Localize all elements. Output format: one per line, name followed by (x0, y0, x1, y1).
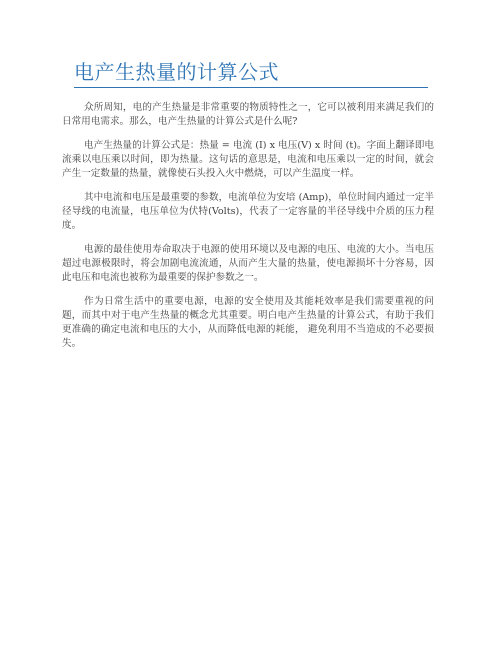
page-title: 电产生热量的计算公式 (74, 60, 279, 84)
title-underline (74, 87, 428, 88)
document-body (62, 101, 434, 361)
paragraph-5: 作为日常生活中的重要电源，电源的安全使用及其能耗效率是我们需要重视的问题，而其中对于电产生热量的概念尤其重要。明白电产生热量的计算公式，有助于我们更准确的确定电流和电压的大小，从而降低电源的耗能， 避免利用不当造成的不必要损失。 (62, 296, 434, 349)
paragraph-3: 其中电流和电压是最重要的参数，电流单位为安培 (Amp)，单位时间内通过一定半径导线的电流量，电压单位为伏特(Volts)，代表了一定容量的半径导线中介质的压力程度。 (62, 192, 434, 231)
paragraph-2: 电产生热量的计算公式是：热量 = 电流 (I) x 电压(V) x 时间 (t)。字面上翻译即电流乘以电压乘以时间，即为热量。这句话的意思是，电流和电压乘以一定的时间，就会产生一定数量的热量，就像使石头投入火中燃烧，可以产生温度一样。 (62, 140, 434, 179)
paragraph-1: 众所周知，电的产生热量是非常重要的物质特性之一，它可以被利用来满足我们的日常用电需求。那么，电产生热量的计算公式是什么呢? (62, 102, 434, 127)
paragraph-4: 电源的最佳使用寿命取决于电源的使用环境以及电源的电压、电流的大小。当电压超过电源极限时，将会加剧电流流通，从而产生大量的热量，使电源损坏十分容易，因此电压和电流也被称为最重要的保护参数之一。 (62, 244, 434, 283)
